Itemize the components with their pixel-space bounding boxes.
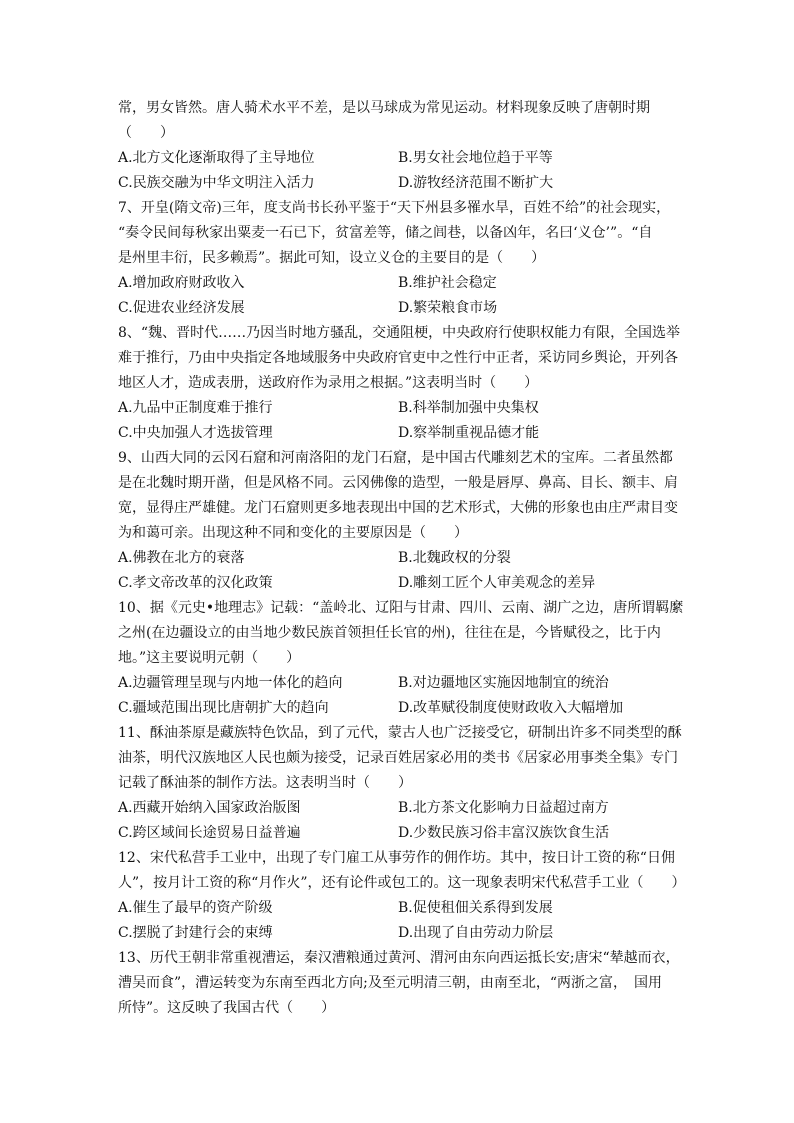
question-text-line: “奏令民间每秋家出粟麦一石已下，贫富差等，储之闾巷，以备凶年，名曰‘义仓’”。“自 (118, 225, 653, 241)
answer-option: D.少数民族习俗丰富汉族饮食生活 (398, 825, 610, 841)
option-row (118, 696, 678, 721)
question-text-line: 难于推行，乃由中央指定各地域服务中央政府官吏中之性行中正者，采访同乡舆论，开列各 (118, 350, 678, 366)
question-text-line: 宽，显得庄严雄健。龙门石窟则更多地表现出中国的艺术形式，大佛的形象也由庄严肃目变 (118, 500, 678, 516)
question-text-line: 为和蔼可亲。出现这种不同和变化的主要原因是（ ） (118, 525, 468, 541)
answer-option: A.催生了最早的资产阶级 (118, 900, 273, 916)
answer-option: D.出现了自由劳动力阶层 (398, 925, 554, 941)
option-row (118, 671, 678, 696)
answer-option: C.促进农业经济发展 (118, 300, 245, 316)
exam-page (118, 96, 686, 1021)
question-block (118, 596, 684, 721)
question-text-line: 9、山西大同的云冈石窟和河南洛阳的龙门石窟，是中国古代雕刻艺术的宝库。二者虽然都 (118, 450, 673, 466)
question-text-line: 之州(在边疆设立的由当地少数民族首领担任长官的州)，往往在是，今皆赋役之，比于内 (118, 625, 661, 641)
answer-option: C.摆脱了封建行会的束缚 (118, 925, 273, 941)
question-block (118, 196, 678, 321)
answer-option: D.游牧经济范围不断扩大 (398, 175, 554, 191)
question-text-line: 是州里丰衍，民多赖焉”。据此可知，设立义仓的主要目的是（ ） (118, 250, 546, 266)
question-text-line: 漕吴而食”，漕运转变为东南至西北方向;及至元明清三朝，由南至北，“两浙之富， 国用 (118, 975, 663, 991)
question-block (118, 846, 686, 946)
question-block (118, 946, 678, 1021)
option-row (118, 821, 678, 846)
question-text-line: 12、宋代私营手工业中，出现了专门雇工从事劳作的佣作坊。其中，按日计工资的称“日佣 (118, 850, 675, 866)
question-block (118, 721, 682, 846)
question-text-line: 7、开皇(隋文帝)三年，度支尚书长孙平鉴于“天下州县多罹水旱，百姓不给”的社会现实， (118, 200, 671, 216)
answer-option: C.孝文帝改革的汉化政策 (118, 575, 273, 591)
question-block (118, 446, 678, 596)
question-text-line: 常，男女皆然。唐人骑术水平不差，是以马球成为常见运动。材料现象反映了唐朝时期 (118, 100, 650, 116)
answer-option: D.察举制重视品德才能 (398, 425, 540, 441)
option-row (118, 396, 678, 421)
answer-option: C.民族交融为中华文明注入活力 (118, 175, 315, 191)
option-row (118, 796, 678, 821)
answer-option: B.北魏政权的分裂 (398, 550, 511, 566)
answer-option: A.佛教在北方的衰落 (118, 550, 245, 566)
answer-option: C.疆域范围出现比唐朝扩大的趋向 (118, 700, 329, 716)
question-text-line: 地。”这主要说明元朝（ ） (118, 650, 301, 666)
question-block (118, 321, 681, 446)
answer-option: B.科举制加强中央集权 (398, 400, 539, 416)
answer-option: B.北方茶文化影响力日益超过南方 (398, 800, 609, 816)
answer-option: C.中央加强人才选拔管理 (118, 425, 273, 441)
answer-option: B.对边疆地区实施因地制宜的统治 (398, 675, 609, 691)
question-text-line: 8、“魏、晋时代……乃因当时地方骚乱，交通阻梗，中央政府行使职权能力有限，全国选举 (118, 325, 681, 341)
answer-option: D.雕刻工匠个人审美观念的差异 (398, 575, 596, 591)
answer-option: B.男女社会地位趋于平等 (398, 150, 553, 166)
option-row (118, 271, 678, 296)
option-row (118, 571, 678, 596)
question-text-line: 所恃”。这反映了我国古代（ ） (118, 1000, 336, 1016)
answer-option: B.维护社会稳定 (398, 275, 497, 291)
option-row (118, 146, 678, 171)
answer-option: D.繁荣粮食市场 (398, 300, 498, 316)
question-text-line: 油茶，明代汉族地区人民也颇为接受，记录百姓居家必用的类书《居家必用事类全集》专门 (118, 750, 678, 766)
option-row (118, 921, 678, 946)
question-text-line: 11、酥油茶原是藏族特色饮品，到了元代，蒙古人也广泛接受它，研制出许多不同类型的酥 (118, 725, 682, 741)
question-text-line: 人”，按月计工资的称“月作火”，还有论件或包工的。这一现象表明宋代私营手工业（ ） (118, 875, 686, 891)
answer-option: D.改革赋役制度使财政收入大幅增加 (398, 700, 624, 716)
question-text-line: 是在北魏时期开凿，但是风格不同。云冈佛像的造型，一般是唇厚、鼻高、目长、额丰、肩 (118, 475, 678, 491)
answer-option: A.边疆管理呈现与内地一体化的趋向 (118, 675, 343, 691)
option-row (118, 171, 678, 196)
answer-option: A.九品中正制度难于推行 (118, 400, 273, 416)
option-row (118, 296, 678, 321)
answer-option: C.跨区域间长途贸易日益普遍 (118, 825, 301, 841)
question-text-line: 10、据《元史•地理志》记载：“盖岭北、辽阳与甘肃、四川、云南、湖广之边，唐所谓羁縻 (118, 600, 684, 616)
answer-option: B.促使租佃关系得到发展 (398, 900, 553, 916)
option-row (118, 896, 678, 921)
question-block (118, 96, 678, 196)
option-row (118, 421, 678, 446)
question-text-line: （ ） (118, 125, 174, 141)
option-row (118, 546, 678, 571)
question-text-line: 地区人才，造成表册，送政府作为录用之根据。”这表明当时（ ） (118, 375, 539, 391)
answer-option: A.北方文化逐渐取得了主导地位 (118, 150, 315, 166)
question-text-line: 13、历代王朝非常重视漕运，秦汉漕粮通过黄河、渭河由东向西运抵长安;唐宋“辇越而衣， (118, 950, 680, 966)
answer-option: A.西藏开始纳入国家政治版图 (118, 800, 301, 816)
answer-option: A.增加政府财政收入 (118, 275, 245, 291)
question-text-line: 记载了酥油茶的制作方法。这表明当时（ ） (118, 775, 412, 791)
